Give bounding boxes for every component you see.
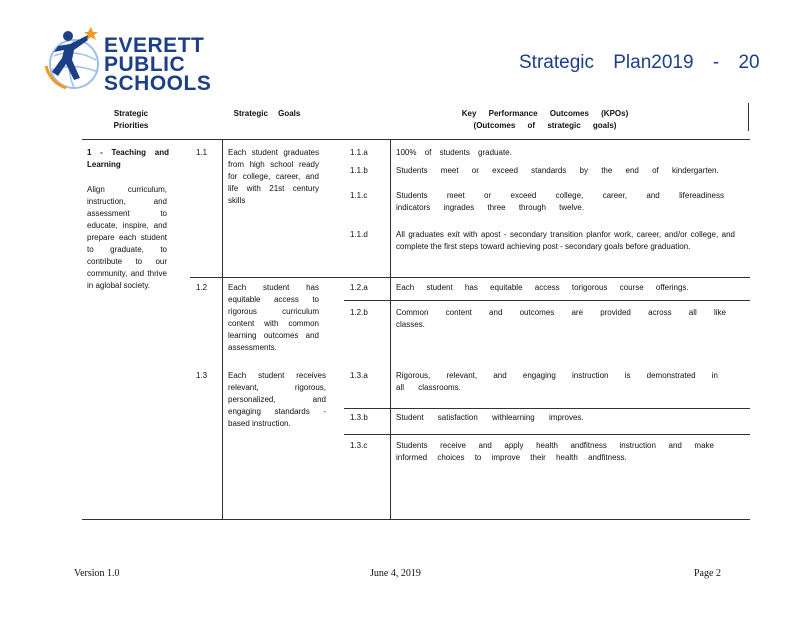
header-priorities — [96, 108, 166, 132]
kpo-text: 100% of students graduate. — [396, 148, 512, 157]
footer-version: Version 1.0 — [74, 568, 120, 579]
header-goals: Strategic Goals — [233, 109, 301, 118]
footer-page: Page 2 — [694, 568, 721, 579]
header-priorities-line-2: Priorities — [113, 121, 149, 130]
kpo-number: 1.2.a — [350, 283, 368, 292]
goal-text: Each student has equitable access to rigorous curriculum content with common learning outcomes and assessments. — [228, 283, 319, 352]
goal-number: 1.3 — [196, 371, 208, 380]
kpo-number: 1.3.c — [350, 441, 368, 450]
logo-wordmark — [104, 36, 211, 93]
goal-text: Each student graduates from high school ready for college, career, and life with 21st century skills — [228, 148, 319, 205]
kpo-number: 1.1.b — [350, 166, 368, 175]
footer-date: June 4, 2019 — [370, 568, 421, 579]
kpo-text: All graduates exit with apost - secondary transition planfor work, career, and/or college, and complete the first steps toward achieving post - secondary goals before graduation. — [396, 230, 735, 251]
kpo-text: Student satisfaction withlearning improves. — [396, 413, 584, 422]
kpo-number: 1.1.d — [350, 230, 368, 239]
kpo-number: 1.1.a — [350, 148, 368, 157]
everett-public-schools-logo — [44, 26, 214, 96]
header-kpos-line-1: Key Performance Outcomes (KPOs) — [461, 109, 629, 118]
row-rule-kpo-1-3b — [344, 434, 750, 435]
logo-line-3: SCHOOLS — [104, 72, 212, 95]
row-rule-kpo-1-2a — [344, 300, 750, 301]
col-divider-1 — [222, 140, 223, 520]
goal-number: 1.1 — [196, 148, 208, 157]
goal-number: 1.2 — [196, 283, 208, 292]
kpo-number: 1.2.b — [350, 308, 368, 317]
col-divider-right — [748, 103, 749, 131]
row-rule-goal-1-2 — [190, 277, 750, 278]
kpo-text: Rigorous, relevant, and engaging instruction is demonstrated in all classrooms. — [396, 371, 718, 392]
logo-line-2: PUBLIC — [104, 53, 186, 76]
kpo-text: Students meet or exceed standards by the end of kindergarten. — [396, 166, 719, 175]
priority-title: 1 - Teaching and Learning — [87, 148, 169, 169]
priority-description: Align curriculum, instruction, and assessment to educate, inspire, and prepare each student to graduate, to contribute to our community, and thrive in aglobal society. — [87, 185, 167, 290]
col-divider-2 — [390, 140, 391, 520]
kpo-number: 1.3.b — [350, 413, 368, 422]
kpo-number: 1.3.a — [350, 371, 368, 380]
bottom-rule — [82, 519, 750, 520]
goal-text: Each student receives relevant, rigorous, personalized, and engaging standards - based instruction. — [228, 371, 326, 428]
header-rule — [82, 139, 750, 140]
header-priorities-line-1: Strategic — [113, 109, 149, 118]
kpo-text: Each student has equitable access torigorous course offerings. — [396, 283, 689, 292]
document-title: Strategic Plan2019 - 20 — [519, 52, 760, 73]
kpo-text: Students meet or exceed college, career, and lifereadiness indicators ingrades three through twelve. — [396, 191, 724, 212]
header-kpos-line-2: (Outcomes of strategic goals) — [473, 121, 617, 130]
logo-figure-icon — [44, 26, 106, 92]
kpo-text: Common content and outcomes are provided across all like classes. — [396, 308, 726, 329]
header-kpos — [430, 108, 660, 132]
logo-line-1: EVERETT — [104, 34, 205, 57]
kpo-number: 1.1.c — [350, 191, 368, 200]
kpo-text: Students receive and apply health andfitness instruction and make informed choices to improve their health andfitness. — [396, 441, 714, 462]
row-rule-kpo-1-3a — [344, 408, 750, 409]
